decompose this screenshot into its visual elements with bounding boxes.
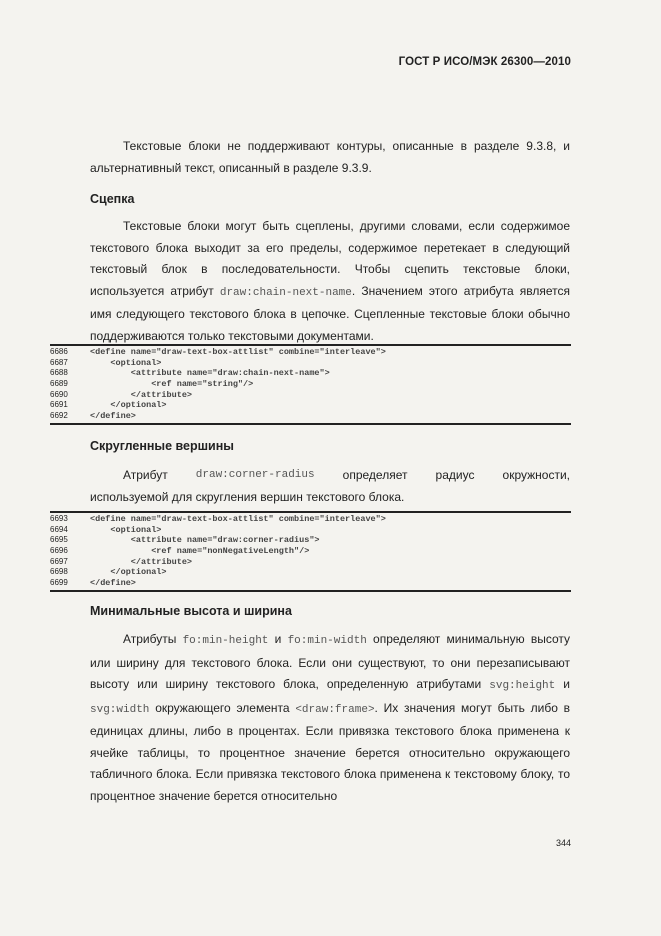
line-number: 6691 <box>50 400 68 410</box>
line-number: 6690 <box>50 389 68 399</box>
line-number: 6688 <box>50 368 68 378</box>
code-text: <define name="draw-text-box-attlist" combine="interleave"> <box>90 347 386 357</box>
rc-word-3: радиус <box>435 468 475 482</box>
chain-next-name-code: draw:chain-next-name <box>219 286 352 299</box>
code-lines <box>50 347 571 422</box>
min-size-paragraph <box>90 629 570 807</box>
code-line <box>50 578 571 589</box>
code-line <box>50 567 571 578</box>
svg-width-code: svg:width <box>90 703 150 716</box>
ms-text-f: . Их значения могут быть либо в единицах длины, либо в процентах. Если привязка текстового блока применена к ячейке таблицы, то процентное значение берется относительно окружающего табличного блока. Если привязка текстового блока применена к текстовому блоку, то процентное значение берется относительно <box>90 700 570 803</box>
intro-paragraph <box>90 136 570 179</box>
code-line <box>50 390 571 401</box>
code-block-corner <box>50 511 571 592</box>
linking-paragraph <box>90 216 570 347</box>
code-line <box>50 514 571 525</box>
section-heading-linking: Сцепка <box>90 192 135 206</box>
linking-text-b: . Значением этого атрибута является имя следующего текстового блока в цепочке. Сцепленные текстовые блоки обычно поддерживаются только текстовыми документами. <box>90 283 570 343</box>
code-line <box>50 557 571 568</box>
rc-word-1: Атрибут <box>123 468 168 482</box>
code-line <box>50 379 571 390</box>
ms-text-d: и <box>563 677 570 691</box>
rounded-corners-paragraph <box>90 465 570 508</box>
code-text: <attribute name="draw:corner-radius"> <box>90 535 320 546</box>
line-number: 6698 <box>50 567 68 577</box>
code-text: </attribute> <box>90 389 193 400</box>
svg-height-code: svg:height <box>489 680 556 692</box>
code-text: <optional> <box>90 524 162 535</box>
rc-word-2: определяет <box>342 468 408 482</box>
code-line <box>50 368 571 379</box>
code-text: <define name="draw-text-box-attlist" combine="interleave"> <box>90 514 386 524</box>
code-text: </define> <box>90 578 136 589</box>
code-text: </define> <box>90 411 136 422</box>
code-line <box>50 535 571 546</box>
code-line <box>50 546 571 557</box>
line-number: 6694 <box>50 524 68 534</box>
section-heading-min-size: Минимальные высота и ширина <box>90 604 292 618</box>
min-height-code: fo:min-height <box>182 635 269 647</box>
code-text: <attribute name="draw:chain-next-name"> <box>90 368 330 379</box>
rc-word-4: окружности, <box>502 468 570 482</box>
ms-text-a: Атрибуты <box>123 632 177 646</box>
ms-text-b: и <box>274 632 282 646</box>
line-number: 6686 <box>50 347 68 356</box>
code-line <box>50 347 571 358</box>
code-text: </attribute> <box>90 556 193 567</box>
code-text: <ref name="nonNegativeLength"/> <box>90 546 310 557</box>
code-text: <ref name="string"/> <box>90 379 254 390</box>
line-number: 6699 <box>50 578 68 588</box>
rc-line-2: используемой для скругления вершин текстового блока. <box>90 489 405 504</box>
ms-text-e: окружающего элемента <box>155 700 290 715</box>
code-text: </optional> <box>90 567 167 578</box>
min-width-code: fo:min-width <box>287 635 367 647</box>
code-line <box>50 358 571 369</box>
linking-text-a: Текстовые блоки могут быть сцеплены, другими словами, если содержимое текстового блока выходит за его пределы, содержимое перетекает в следующий текстовый блок в последовательности. Чтобы сцепить текстовые блоки, используется атрибут <box>90 219 570 298</box>
code-line <box>50 400 571 411</box>
ms-text-c: определяют минимальную высоту или ширину для текстового блока. Если они существуют, то они перезаписывают высоту или ширину текстового блока, определенную атрибутами <box>90 632 571 691</box>
line-number: 6695 <box>50 535 68 545</box>
draw-frame-code: <draw:frame> <box>295 703 375 716</box>
code-line <box>50 411 571 422</box>
code-text: </optional> <box>90 400 167 411</box>
code-lines <box>50 514 571 589</box>
line-number: 6696 <box>50 546 68 556</box>
page-number: 344 <box>555 838 571 848</box>
line-number: 6697 <box>50 556 68 566</box>
code-block-chain <box>50 344 571 425</box>
code-text: <optional> <box>90 357 162 368</box>
corner-radius-code: draw:corner-radius <box>195 469 315 481</box>
code-line <box>50 525 571 536</box>
line-number: 6687 <box>50 357 68 367</box>
line-number: 6692 <box>50 411 68 421</box>
section-heading-rounded-corners: Скругленные вершины <box>90 439 234 453</box>
document-header: ГОСТ Р ИСО/МЭК 26300—2010 <box>398 56 571 68</box>
line-number: 6693 <box>50 514 68 523</box>
intro-text: Текстовые блоки не поддерживают контуры, описанные в разделе 9.3.8, и альтернативный текст, описанный в разделе 9.3.9. <box>90 139 570 175</box>
line-number: 6689 <box>50 379 68 389</box>
